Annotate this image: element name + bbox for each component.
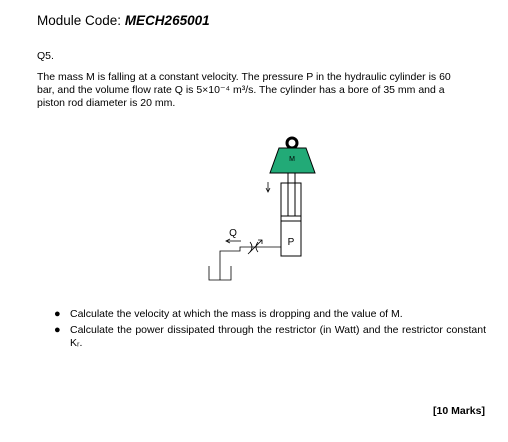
bullet-icon: ●: [54, 323, 61, 336]
marks-label: [10 Marks]: [433, 405, 485, 417]
pressure-label: P: [287, 237, 295, 248]
list-item: [54, 308, 486, 322]
list-item: [54, 324, 486, 351]
task-1-text: Calculate the velocity at which the mass is dropping and the value of M.: [70, 308, 403, 320]
task-2-text: Calculate the power dissipated through the restrictor (in Watt) and the restrictor constant Kᵣ.: [70, 323, 486, 349]
bullet-icon: ●: [54, 308, 61, 320]
piston: [281, 216, 301, 221]
question-line-2: bar, and the volume flow rate Q is 5×10⁻⁴ m³/s. The cylinder has a bore of 35 mm and a: [37, 84, 445, 96]
mass-label: M: [289, 156, 295, 163]
question-line-3: piston rod diameter is 20 mm.: [37, 97, 176, 109]
flow-label: Q: [229, 228, 237, 239]
question-line-1: The mass M is falling at a constant velocity. The pressure P in the hydraulic cylinder is 60: [37, 71, 451, 83]
piston-rod: [288, 173, 295, 217]
module-code-prefix: Module Code:: [37, 13, 125, 28]
module-code-value: MECH265001: [124, 13, 210, 28]
task-list: [54, 308, 486, 353]
question-number: Q5.: [37, 50, 54, 62]
mass-hook-ring: [287, 138, 297, 148]
